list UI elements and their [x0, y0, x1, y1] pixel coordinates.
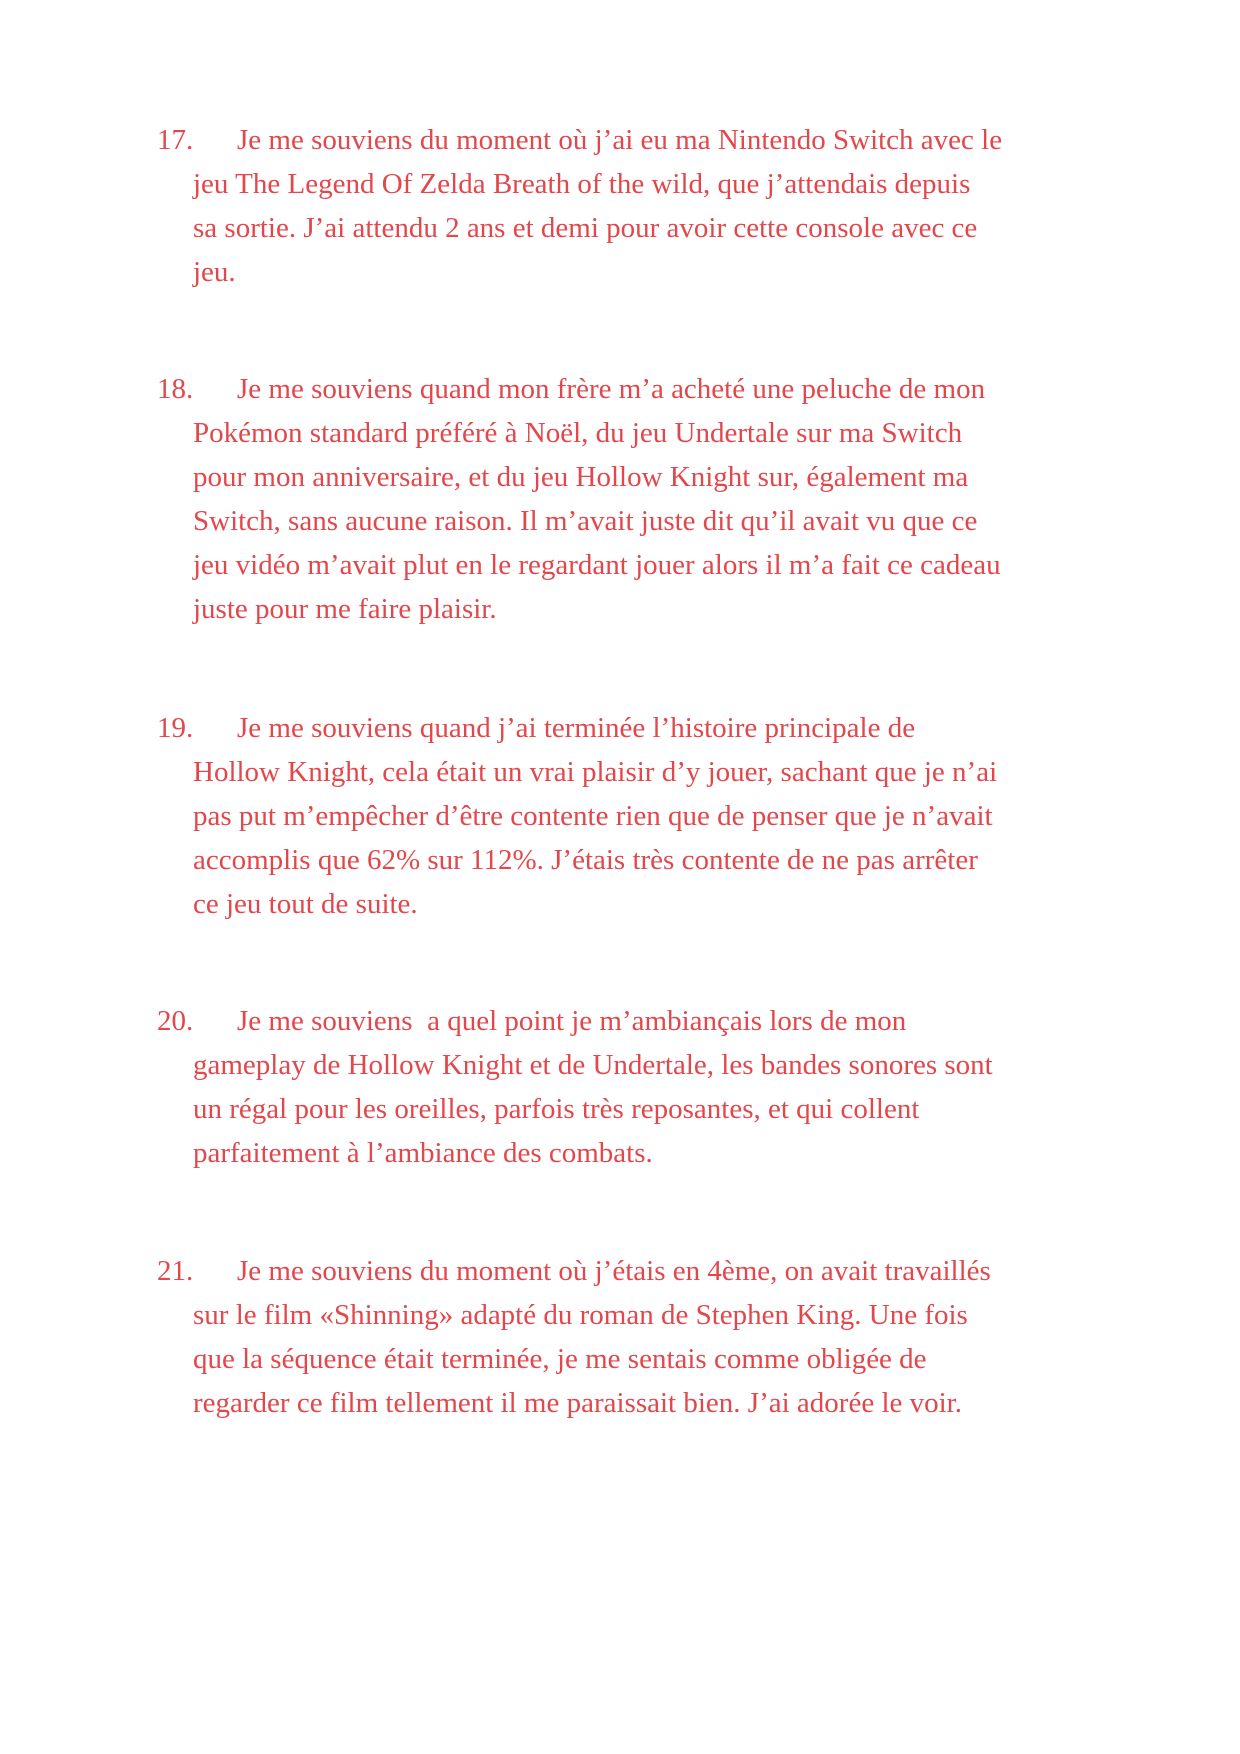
item-line: regarder ce film tellement il me paraissait bien. J’ai adorée le voir.: [193, 1387, 962, 1419]
item-line: que la séquence était terminée, je me sentais comme obligée de: [193, 1343, 927, 1375]
item-line: Je me souviens quand mon frère m’a acheté une peluche de mon: [237, 373, 986, 405]
item-line: un régal pour les oreilles, parfois très reposantes, et qui collent: [193, 1093, 920, 1125]
item-line: Hollow Knight, cela était un vrai plaisir d’y jouer, sachant que je n’ai: [193, 756, 998, 788]
item-number: 20.: [157, 1005, 194, 1037]
item-line: parfaitement à l’ambiance des combats.: [193, 1137, 653, 1169]
item-number: 18.: [157, 373, 194, 405]
item-line: gameplay de Hollow Knight et de Undertale, les bandes sonores sont: [193, 1049, 993, 1081]
item-line: jeu The Legend Of Zelda Breath of the wild, que j’attendais depuis: [193, 168, 971, 200]
item-number: 21.: [157, 1255, 194, 1287]
item-line: Switch, sans aucune raison. Il m’avait juste dit qu’il avait vu que ce: [193, 505, 978, 537]
item-line: Je me souviens du moment où j’étais en 4ème, on avait travaillés: [237, 1255, 991, 1287]
item-line: Je me souviens du moment où j’ai eu ma Nintendo Switch avec le: [237, 124, 1003, 156]
item-line: jeu.: [193, 256, 236, 288]
item-line: Je me souviens a quel point je m’ambiançais lors de mon: [237, 1005, 907, 1037]
item-line: sur le film «Shinning» adapté du roman de Stephen King. Une fois: [193, 1299, 968, 1331]
item-line: pour mon anniversaire, et du jeu Hollow Knight sur, également ma: [193, 461, 969, 493]
item-line: accomplis que 62% sur 112%. J’étais très contente de ne pas arrêter: [193, 844, 978, 876]
item-line: juste pour me faire plaisir.: [193, 593, 497, 625]
item-line: Pokémon standard préféré à Noël, du jeu Undertale sur ma Switch: [193, 417, 963, 449]
item-number: 19.: [157, 712, 194, 744]
item-number: 17.: [157, 124, 194, 156]
item-line: ce jeu tout de suite.: [193, 888, 418, 920]
item-line: Je me souviens quand j’ai terminée l’histoire principale de: [237, 712, 916, 744]
item-line: pas put m’empêcher d’être contente rien que de penser que je n’avait: [193, 800, 993, 832]
item-line: sa sortie. J’ai attendu 2 ans et demi pour avoir cette console avec ce: [193, 212, 978, 244]
item-line: jeu vidéo m’avait plut en le regardant jouer alors il m’a fait ce cadeau: [193, 549, 1001, 581]
